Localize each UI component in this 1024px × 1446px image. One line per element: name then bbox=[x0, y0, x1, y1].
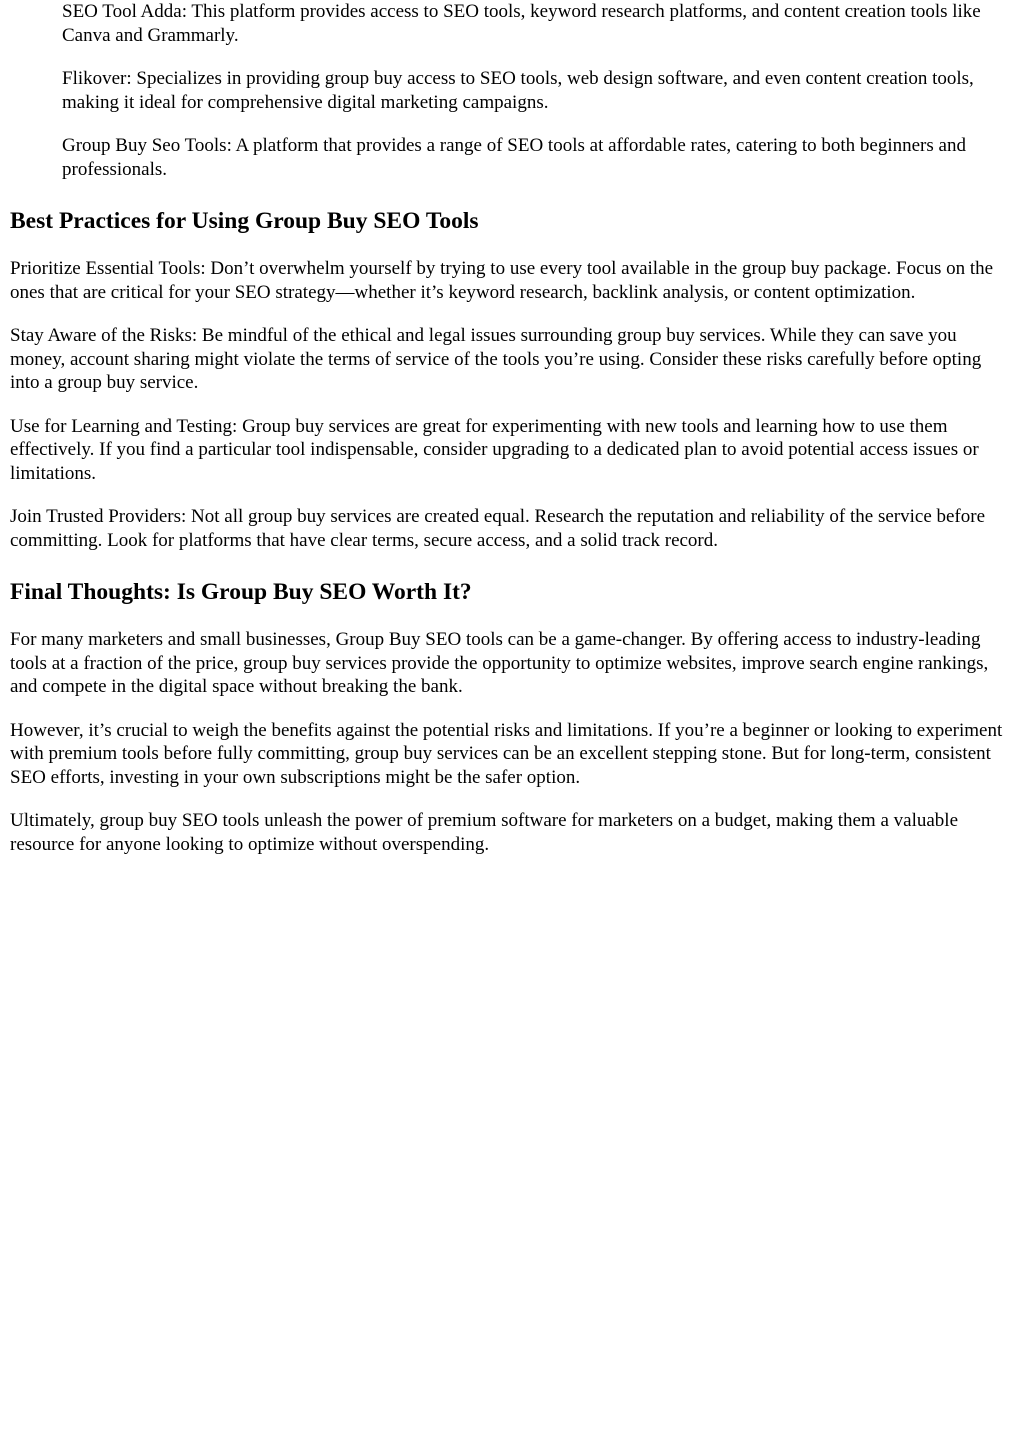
final-thoughts-section bbox=[10, 578, 1014, 856]
best-practice-prioritize: Prioritize Essential Tools: Don’t overwhelm yourself by trying to use every tool available in the group buy package. Focus on the ones that are critical for your SEO strategy—whether it’s keyword research, backlink analysis, or content optimization. bbox=[10, 258, 994, 303]
best-practices-heading: Best Practices for Using Group Buy SEO Tools bbox=[10, 208, 479, 234]
best-practice-learning: Use for Learning and Testing: Group buy services are great for experimenting with new tools and learning how to use them effectively. If you find a particular tool indispensable, consider upgrading to a dedicated plan to avoid potential access issues or limitations. bbox=[10, 415, 979, 484]
platform-list bbox=[62, 0, 1014, 181]
platform-item-flikover: Flikover: Specializes in providing group buy access to SEO tools, web design software, and even content creation tools, making it ideal for comprehensive digital marketing campaigns. bbox=[62, 68, 974, 113]
final-thoughts-paragraph-3: Ultimately, group buy SEO tools unleash the power of premium software for marketers on a budget, making them a valuable resource for anyone looking to optimize without overspending. bbox=[10, 810, 958, 855]
final-thoughts-paragraph-2: However, it’s crucial to weigh the benefits against the potential risks and limitations. If you’re a beginner or looking to experiment with premium tools before fully committing, group buy services can be an excellent stepping stone. But for long-term, consistent SEO efforts, investing in your own subscriptions might be the safer option. bbox=[10, 719, 1003, 788]
best-practice-risks: Stay Aware of the Risks: Be mindful of the ethical and legal issues surrounding group buy services. While they can save you money, account sharing might violate the terms of service of the tools you’re using. Consider these risks carefully before opting into a group buy service. bbox=[10, 325, 982, 393]
final-thoughts-paragraph-1: For many marketers and small businesses, Group Buy SEO tools can be a game-changer. By offering access to industry-leading tools at a fraction of the price, group buy services provide the opportunity to optimize websites, improve search engine rankings, and compete in the digital space without breaking the bank. bbox=[10, 629, 989, 697]
best-practice-trusted-providers: Join Trusted Providers: Not all group buy services are created equal. Research the reputation and reliability of the service before committing. Look for platforms that have clear terms, secure access, and a solid track record. bbox=[10, 506, 986, 551]
best-practices-section bbox=[10, 207, 1014, 552]
document-page bbox=[10, 0, 1014, 876]
final-thoughts-heading: Final Thoughts: Is Group Buy SEO Worth It? bbox=[10, 579, 472, 605]
platform-item-group-buy-seo-tools: Group Buy Seo Tools: A platform that provides a range of SEO tools at affordable rates, catering to both beginners and professionals. bbox=[62, 135, 966, 180]
platform-item-seo-tool-adda: SEO Tool Adda: This platform provides access to SEO tools, keyword research platforms, and content creation tools like Canva and Grammarly. bbox=[62, 1, 981, 46]
